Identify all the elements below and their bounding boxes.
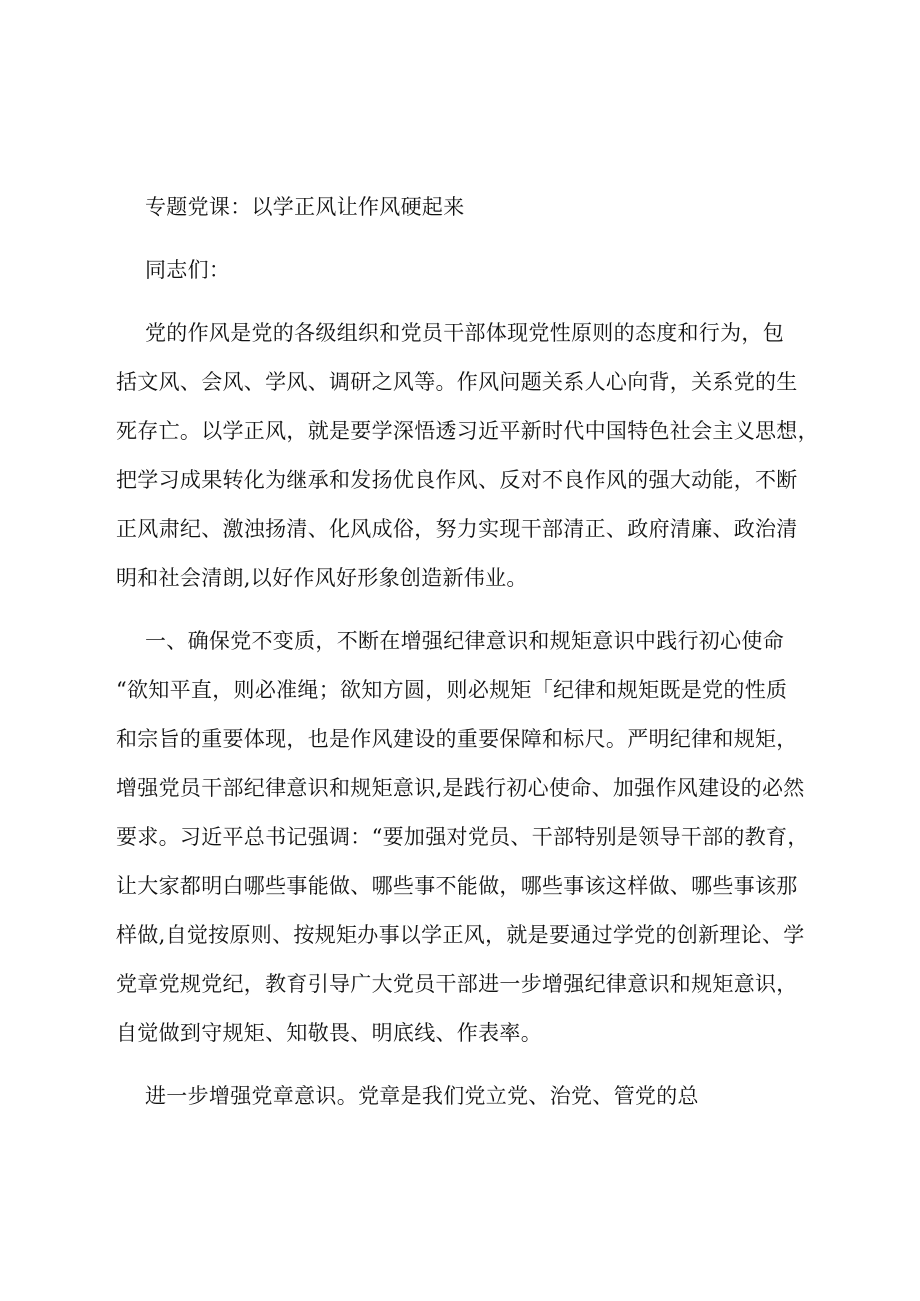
paragraph-line: 样做,自觉按原则、按规矩办事以学正风，就是要通过学党的创新理论、学 <box>116 923 805 947</box>
paragraph-line: 党的作风是党的各级组织和党员干部体现党性原则的态度和行为，包 <box>145 321 784 345</box>
document-title: 专题党课：以学正风让作风硬起来 <box>145 195 465 219</box>
paragraph-line: 增强党员干部纪律意识和规矩意识,是践行初心使命、加强作风建设的必然 <box>116 776 805 800</box>
paragraph-line: 把学习成果转化为继承和发扬优良作风、反对不良作风的强大动能，不断 <box>116 468 798 492</box>
paragraph-line: 让大家都明白哪些事能做、哪些事不能做，哪些事该这样做、哪些事该那 <box>116 874 798 898</box>
paragraph-line: 自觉做到守规矩、知敬畏、明底线、作表率。 <box>116 1021 542 1045</box>
paragraph-line: 括文风、会风、学风、调研之风等。作风问题关系人心向背，关系党的生 <box>116 370 798 394</box>
section-heading: 一、确保党不变质，不断在增强纪律意识和规矩意识中践行初心使命 <box>145 629 784 653</box>
paragraph-line: 死存亡。以学正风，就是要学深悟透习近平新时代中国特色社会主义思想， <box>116 419 819 443</box>
paragraph-line: 和宗旨的重要体现，也是作风建设的重要保障和标尺。严明纪律和规矩， <box>116 727 798 751</box>
paragraph-line: “欲知平直，则必准绳；欲知方圆，则必规矩「纪律和规矩既是党的性质 <box>116 678 788 702</box>
paragraph-line: 进一步增强党章意识。党章是我们党立党、治党、管党的总 <box>145 1084 699 1108</box>
paragraph-line: 明和社会清朗,以好作风好形象创造新伟业。 <box>116 566 528 590</box>
paragraph-line: 正风肃纪、激浊扬清、化风成俗，努力实现干部清正、政府清廉、政治清 <box>116 517 798 541</box>
salutation: 同志们： <box>145 258 231 282</box>
paragraph-line: 要求。习近平总书记强调：“要加强对党员、干部特别是领导干部的教育， <box>116 825 809 849</box>
paragraph-line: 党章党规党纪，教育引导广大党员干部进一步增强纪律意识和规矩意识， <box>116 972 798 996</box>
